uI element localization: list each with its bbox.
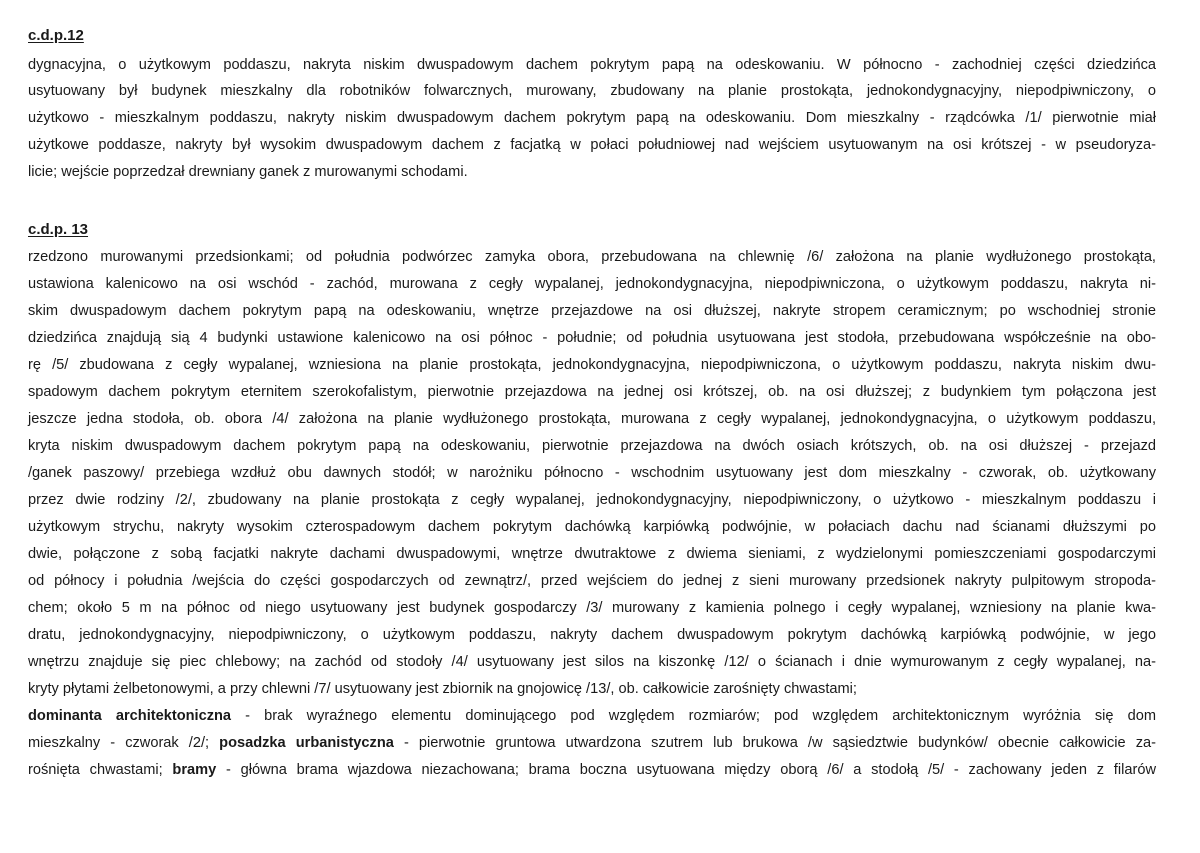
paragraph-line: jeszcze jedna stodoła, ob. obora /4/ założona na planie wydłużonego prostokąta, murowana z cegły wypalanej, jednokondygnacyjna, o użytkowym poddaszu, (28, 411, 1156, 427)
paragraph-line: przez dwie rodziny /2/, zbudowany na planie prostokąta z cegły wypalanej, jednokondygnacyjny, niepodpiwniczony, o użytkowo - mieszkalnym poddaszu i (28, 492, 1156, 508)
section-heading-cdp13: c.d.p. 13 (28, 221, 89, 238)
text-run: mieszkalny - czworak /2/; (28, 735, 220, 751)
paragraph-line-dominanta (28, 708, 1156, 724)
text-run: - brak wyraźnego elementu dominującego pod względem rozmiarów; pod względem architektonicznym wyróżnia się dom (231, 708, 1157, 724)
paragraph-line: rzedzono murowanymi przedsionkami; od południa podwórzec zamyka obora, przebudowana na chlewnię /6/ założona na planie wydłużonego prostokąta, (28, 249, 1156, 265)
paragraph-line: skim dwuspadowym dachem pokrytym papą na odeskowaniu, wnętrze przejazdowe na osi dłuższej, nakryte stropem ceramicznym; po wschodniej stronie (28, 303, 1156, 319)
paragraph-line: chem; około 5 m na północ od niego usytuowany jest budynek gospodarczy /3/ murowany z kamienia polnego i cegły wypalanej, wzniesiony na planie kwa- (28, 600, 1156, 616)
paragraph-line-posadzka (28, 735, 1156, 751)
text-run: - główna brama wjazdowa niezachowana; brama boczna usytuowana między oborą /6/ a stodołą /5/ - zachowany jeden z filarów (216, 762, 1156, 778)
paragraph-line: użytkowo - mieszkalnym poddaszu, nakryty niskim dwuspadowym dachem pokrytym papą na odeskowaniu. Dom mieszkalny - rządcówka /1/ pierwotnie miał (28, 110, 1156, 126)
paragraph-line: rę /5/ zbudowana z cegły wypalanej, wzniesiona na planie prostokąta, jednokondygnacyjna, niepodpiwniczona, o użytkowym poddaszu, nakryta niskim dwu- (28, 357, 1156, 373)
paragraph-line: od północy i południa /wejścia do części gospodarczych od zewnątrz/, przed wejściem do jednej z sieni murowany przedsionek nakryty pulpitowym stropoda- (28, 573, 1156, 589)
paragraph-line: kryty płytami żelbetonowymi, a przy chlewni /7/ usytuowany jest zbiornik na gnojowicę /13/, ob. całkowicie zarośnięty chwastami; (28, 681, 857, 697)
paragraph-line: /ganek paszowy/ przebiega wzdłuż obu dawnych stodół; w narożniku północno - wschodnim usytuowany jest dom mieszkalny - czworak, ob. użytkowany (28, 465, 1156, 481)
term-dominanta-architektoniczna: dominanta architektoniczna (28, 708, 232, 724)
paragraph-line: ustawiona kalenicowo na osi wschód - zachód, murowana z cegły wypalanej, jednokondygnacyjna, niepodpiwniczona, o użytkowym poddaszu, nakryta ni- (28, 276, 1156, 292)
paragraph-line-bramy (28, 762, 1156, 778)
paragraph-line: wnętrzu znajduje się piec chlebowy; na zachód od stodoły /4/ usytuowany jest silos na kiszonkę /12/ o ścianach i dnie wymurowanym z cegły wypalanej, na- (28, 654, 1156, 670)
paragraph-line: kryta niskim dwuspadowym dachem pokrytym papą na odeskowaniu, pierwotnie przejazdowa na dwóch osiach krótszych, ob. na osi dłuższej - przejazd (28, 438, 1156, 454)
paragraph-line: usytuowany był budynek mieszkalny dla robotników folwarcznych, murowany, zbudowany na planie prostokąta, jednokondygnacyjny, niepodpiwniczony, o (28, 83, 1156, 99)
term-posadzka-urbanistyczna: posadzka urbanistyczna (219, 735, 394, 751)
paragraph-line: użytkowym strychu, nakryty wysokim czterospadowym dachem pokrytym dachówką karpiówką podwójnie, w połaciach dachu nad ścianami dłuższymi po (28, 519, 1156, 535)
paragraph-line: spadowym dachem pokrytym eternitem szerokofalistym, pierwotnie przejazdowa na jednej osi krótszej, ob. na osi dłuższej; z budynkiem tym połączona jest (28, 384, 1156, 400)
paragraph-line: użytkowe poddasze, nakryty był wysokim dwuspadowym dachem z facjatką w połaci południowej nad wejściem usytuowanym na osi krótszej - w pseudoryza- (28, 137, 1156, 153)
text-run: - pierwotnie gruntowa utwardzona szutrem lub brukowa /w sąsiedztwie budynków/ obecnie całkowicie za- (393, 735, 1156, 751)
paragraph-line: licie; wejście poprzedzał drewniany ganek z murowanymi schodami. (28, 164, 468, 180)
paragraph-line: dygnacyjna, o użytkowym poddaszu, nakryta niskim dwuspadowym dachem pokrytym papą na odeskowaniu. W północno - zachodniej części dziedzińca (28, 57, 1156, 73)
paragraph-line: dratu, jednokondygnacyjny, niepodpiwniczony, o użytkowym poddaszu, nakryty dachem dwuspadowym pokrytym dachówką karpiówką podwójnie, w jego (28, 627, 1156, 643)
term-bramy: bramy (172, 762, 217, 778)
text-run: rośnięta chwastami; (28, 762, 173, 778)
paragraph-line: dwie, połączone z sobą facjatki nakryte dachami dwuspadowymi, wnętrze dwutraktowe z dwiema sieniami, z wydzielonymi pomieszczeniami gospodarczymi (28, 546, 1156, 562)
section-heading-cdp12: c.d.p.12 (28, 27, 84, 44)
paragraph-line: dziedzińca znajdują sią 4 budynki ustawione kalenicowo na osi północ - południe; od południa usytuowana jest stodoła, przebudowana współcześnie na obo- (28, 330, 1156, 346)
